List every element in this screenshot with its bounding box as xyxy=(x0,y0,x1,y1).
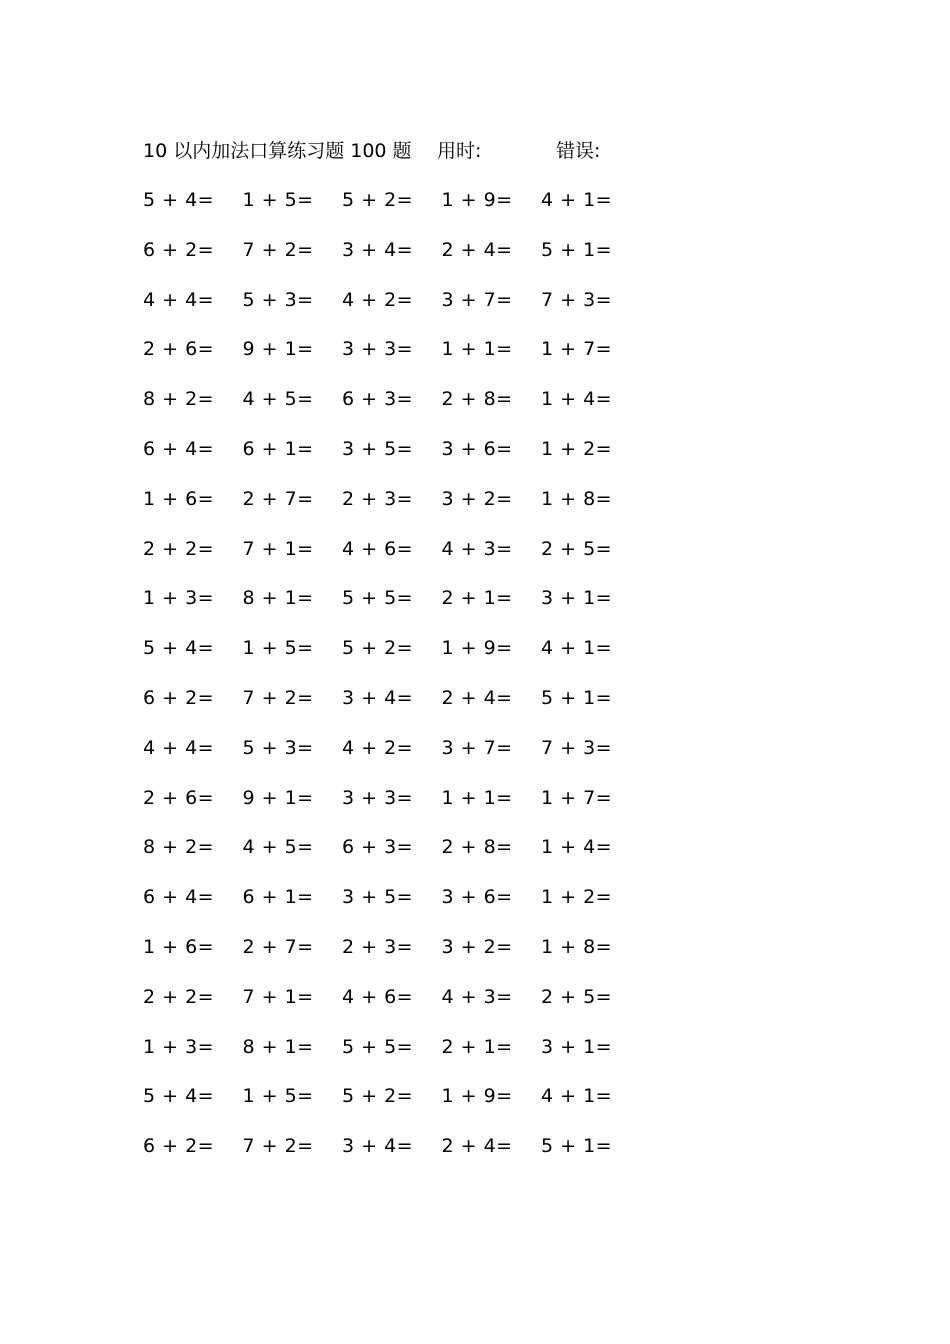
math-problem: 6 + 3= xyxy=(342,388,414,411)
math-problem: 1 + 5= xyxy=(242,189,314,211)
math-problem: 3 + 7= xyxy=(441,288,513,311)
math-problem: 1 + 3= xyxy=(143,1035,215,1058)
math-problem: 9 + 1= xyxy=(242,786,314,809)
math-problem: 4 + 1= xyxy=(541,1085,613,1108)
math-problem: 2 + 8= xyxy=(441,836,513,859)
math-problem: 1 + 8= xyxy=(541,935,613,958)
math-problem: 3 + 1= xyxy=(541,1035,613,1058)
math-problem: 5 + 4= xyxy=(143,1085,215,1108)
math-problem: 4 + 5= xyxy=(242,388,314,411)
math-problem: 2 + 2= xyxy=(143,985,215,1008)
math-problem: 2 + 4= xyxy=(441,238,513,261)
math-problem: 2 + 5= xyxy=(541,985,613,1008)
math-problem: 5 + 2= xyxy=(342,1085,414,1108)
math-problem: 8 + 2= xyxy=(143,388,215,411)
math-problem: 2 + 2= xyxy=(143,537,215,560)
math-problem: 1 + 6= xyxy=(143,935,215,958)
math-problem: 5 + 1= xyxy=(541,238,613,261)
math-problem: 5 + 4= xyxy=(143,637,215,660)
math-problem: 1 + 9= xyxy=(441,637,513,660)
time-used-label: 用时: xyxy=(437,140,482,162)
math-problem: 2 + 4= xyxy=(441,1135,513,1158)
math-problem: 6 + 3= xyxy=(342,836,414,859)
math-problem: 1 + 7= xyxy=(541,338,613,361)
math-problem: 8 + 1= xyxy=(242,587,314,610)
math-problem: 4 + 2= xyxy=(342,288,414,311)
math-problem: 3 + 3= xyxy=(342,786,414,809)
math-problem: 2 + 1= xyxy=(441,1035,513,1058)
math-problem: 1 + 9= xyxy=(441,1085,513,1108)
math-problem: 3 + 2= xyxy=(441,935,513,958)
math-problem: 2 + 4= xyxy=(441,686,513,709)
math-problem: 5 + 1= xyxy=(541,1135,613,1158)
math-problem: 3 + 7= xyxy=(441,736,513,759)
problem-grid xyxy=(143,185,663,1181)
math-problem: 2 + 7= xyxy=(242,935,314,958)
math-problem: 2 + 5= xyxy=(541,537,613,560)
math-problem: 1 + 1= xyxy=(441,786,513,809)
math-problem: 1 + 6= xyxy=(143,487,215,510)
math-problem: 8 + 2= xyxy=(143,836,215,859)
math-problem: 2 + 6= xyxy=(143,338,215,361)
math-problem: 6 + 2= xyxy=(143,238,215,261)
math-problem: 1 + 4= xyxy=(541,836,613,859)
math-problem: 3 + 4= xyxy=(342,1135,414,1158)
math-problem: 3 + 3= xyxy=(342,338,414,361)
math-problem: 2 + 1= xyxy=(441,587,513,610)
math-problem: 9 + 1= xyxy=(242,338,314,361)
math-problem: 1 + 5= xyxy=(242,637,314,660)
math-problem: 3 + 5= xyxy=(342,886,414,909)
math-problem: 5 + 1= xyxy=(541,686,613,709)
math-problem: 4 + 6= xyxy=(342,985,414,1008)
math-problem: 2 + 3= xyxy=(342,487,414,510)
math-problem: 6 + 4= xyxy=(143,886,215,909)
math-problem: 3 + 6= xyxy=(441,437,513,460)
math-problem: 4 + 2= xyxy=(342,736,414,759)
worksheet-header xyxy=(143,136,843,166)
math-problem: 4 + 5= xyxy=(242,836,314,859)
math-problem: 2 + 3= xyxy=(342,935,414,958)
math-problem: 7 + 2= xyxy=(242,238,314,261)
math-problem: 3 + 4= xyxy=(342,686,414,709)
math-problem: 1 + 2= xyxy=(541,886,613,909)
math-problem: 6 + 1= xyxy=(242,886,314,909)
math-problem: 4 + 4= xyxy=(143,288,215,311)
math-problem: 4 + 3= xyxy=(441,985,513,1008)
math-problem: 3 + 5= xyxy=(342,437,414,460)
math-problem: 1 + 2= xyxy=(541,437,613,460)
math-problem: 4 + 4= xyxy=(143,736,215,759)
math-problem: 7 + 1= xyxy=(242,537,314,560)
math-problem: 5 + 4= xyxy=(143,189,215,211)
math-problem: 5 + 5= xyxy=(342,1035,414,1058)
math-problem: 7 + 2= xyxy=(242,686,314,709)
math-problem: 1 + 8= xyxy=(541,487,613,510)
math-problem: 5 + 3= xyxy=(242,288,314,311)
math-problem: 6 + 2= xyxy=(143,686,215,709)
math-problem: 6 + 2= xyxy=(143,1135,215,1158)
math-problem: 1 + 9= xyxy=(441,189,513,211)
math-problem: 8 + 1= xyxy=(242,1035,314,1058)
math-problem: 4 + 1= xyxy=(541,189,613,211)
math-problem: 5 + 3= xyxy=(242,736,314,759)
math-problem: 4 + 1= xyxy=(541,637,613,660)
math-problem: 3 + 4= xyxy=(342,238,414,261)
math-problem: 6 + 4= xyxy=(143,437,215,460)
math-problem: 5 + 2= xyxy=(342,189,414,211)
math-problem: 2 + 8= xyxy=(441,388,513,411)
math-problem: 3 + 6= xyxy=(441,886,513,909)
math-problem: 7 + 2= xyxy=(242,1135,314,1158)
worksheet-title: 10 以内加法口算练习题 100 题 xyxy=(143,140,412,162)
error-count-label: 错误: xyxy=(556,140,601,162)
math-problem: 6 + 1= xyxy=(242,437,314,460)
math-problem: 5 + 2= xyxy=(342,637,414,660)
math-problem: 7 + 3= xyxy=(541,736,613,759)
math-problem: 1 + 7= xyxy=(541,786,613,809)
math-problem: 2 + 7= xyxy=(242,487,314,510)
math-problem: 2 + 6= xyxy=(143,786,215,809)
math-problem: 3 + 1= xyxy=(541,587,613,610)
math-problem: 1 + 4= xyxy=(541,388,613,411)
math-problem: 7 + 1= xyxy=(242,985,314,1008)
math-problem: 5 + 5= xyxy=(342,587,414,610)
math-problem: 3 + 2= xyxy=(441,487,513,510)
math-problem: 1 + 3= xyxy=(143,587,215,610)
math-problem: 1 + 1= xyxy=(441,338,513,361)
math-problem: 4 + 6= xyxy=(342,537,414,560)
math-problem: 1 + 5= xyxy=(242,1085,314,1108)
math-problem: 7 + 3= xyxy=(541,288,613,311)
math-problem: 4 + 3= xyxy=(441,537,513,560)
